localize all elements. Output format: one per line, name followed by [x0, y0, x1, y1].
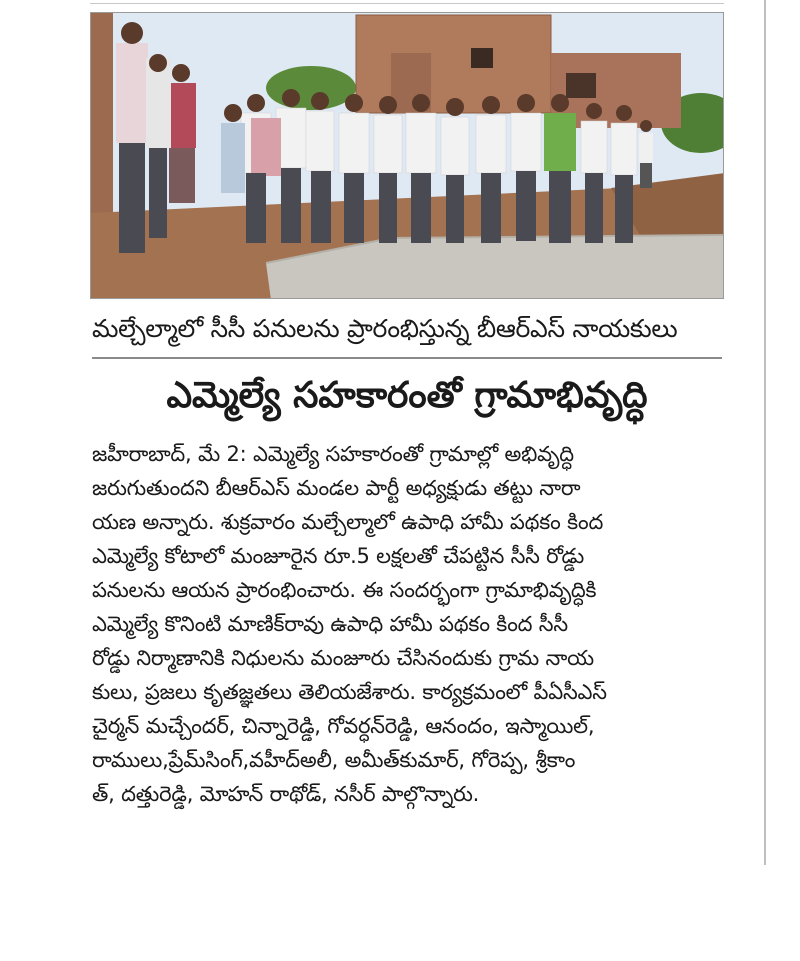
article-headline: ఎమ్మెల్యే సహకారంతో గ్రామాభివృద్ధి: [166, 375, 648, 416]
article-body-line: ఎమ్మెల్యే కొనింటి మాణిక్‌రావు ఉపాధి హామీ పథకం కింద సీసీ: [92, 612, 568, 636]
top-border: [90, 3, 724, 4]
article-body-line: జహీరాబాద్, మే 2: ఎమ్మెల్యే సహకారంతో గ్రామాల్లో అభివృద్ధి: [92, 442, 574, 466]
article-body-line: చైర్మన్ మచ్చేందర్, చిన్నారెడ్డి, గోవర్ధన్‌రెడ్డి, ఆనందం, ఇస్మాయిల్,: [92, 714, 595, 738]
article-body-line: జరుగుతుందని బీఆర్ఎస్ మండల పార్టీ అధ్యక్షుడు తట్టు నారా: [92, 476, 581, 500]
caption-divider: [92, 357, 722, 359]
article-body-line: త్, దత్తురెడ్డి, మోహన్ రాథోడ్, నసీర్ పాల్గొన్నారు.: [92, 782, 480, 806]
article-body-line: ఎమ్మెల్యే కోటాలో మంజూరైన రూ.5 లక్షలతో చేపట్టిన సీసీ రోడ్డు: [92, 544, 585, 568]
column-divider: [764, 0, 766, 865]
article-body-line: పనులను ఆయన ప్రారంభించారు. ఈ సందర్భంగా గ్రామాభివృద్ధికి: [92, 578, 597, 602]
article-body: [92, 437, 724, 811]
photo-caption: మల్చేల్మాలో సీసీ పనులను ప్రారంభిస్తున్న బీఆర్ఎస్ నాయకులు: [92, 314, 678, 343]
article-body-line: యణ అన్నారు. శుక్రవారం మల్చేల్మాలో ఉపాధి హామీ పథకం కింద: [92, 510, 604, 534]
article-body-line: రాములు,ప్రేమ్‌సింగ్,వహీద్‌అలీ, అమీత్‌కుమార్, గోరెప్ప, శ్రీకాం: [92, 748, 576, 772]
article-body-line: కులు, ప్రజలు కృతజ్ఞతలు తెలియజేశారు. కార్యక్రమంలో పీఏసీఎస్: [92, 680, 607, 704]
news-photo: [90, 12, 724, 299]
article-body-line: రోడ్డు నిర్మాణానికి నిధులను మంజూరు చేసినందుకు గ్రామ నాయ: [92, 646, 594, 670]
